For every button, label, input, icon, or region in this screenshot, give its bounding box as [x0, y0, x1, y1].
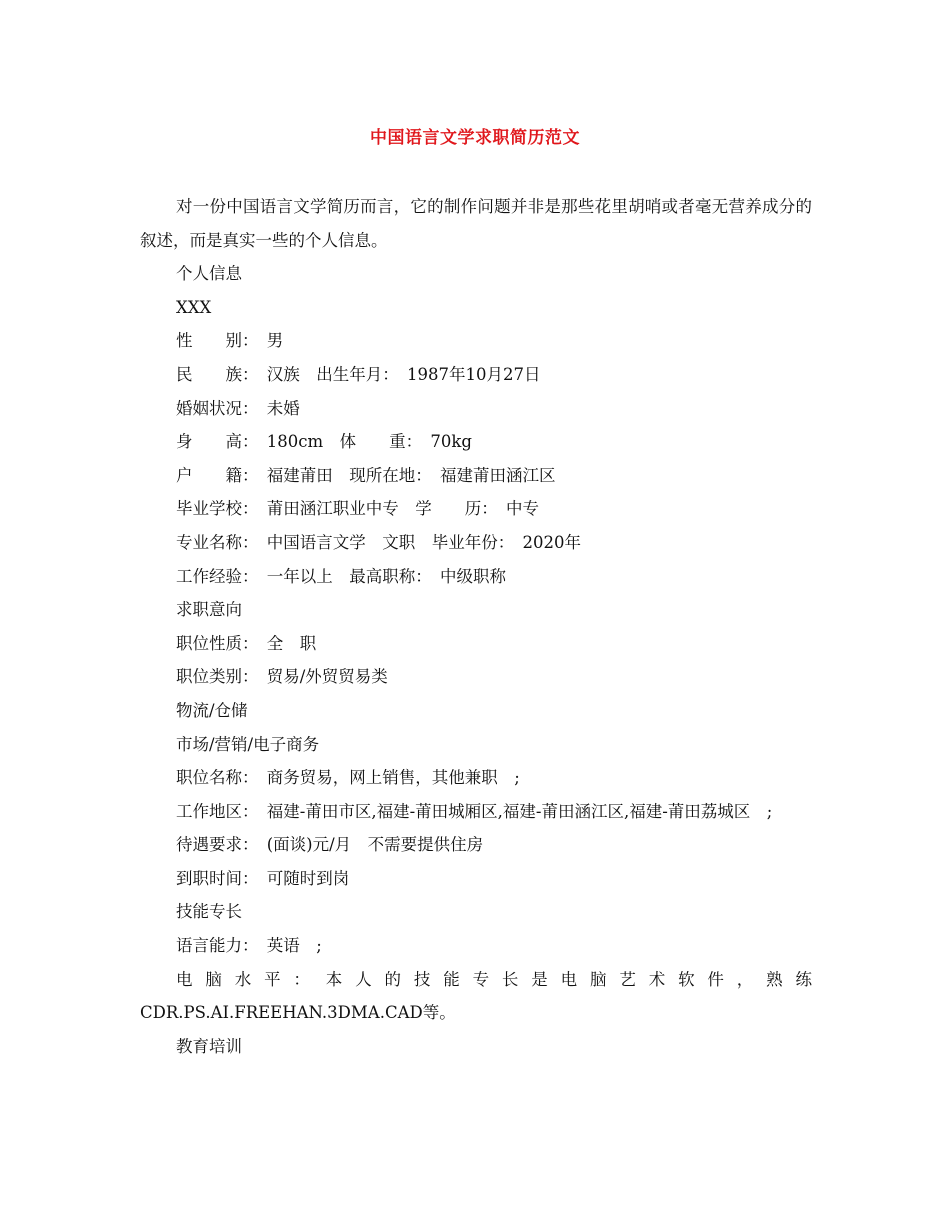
- gender-line: 性 别： 男: [176, 331, 284, 351]
- name-line: XXX: [176, 297, 212, 317]
- computer-skill-line: 电 脑 水 平 ： 本 人 的 技 能 专 长 是 电 脑 艺 术 软 件 ， 熟 练 CDR.PS.AI.FREEHAN.3DMA.CAD等。: [140, 969, 812, 1023]
- section-heading-skills: 技能专长: [176, 902, 242, 922]
- job-title-line: 职位名称： 商务贸易，网上销售，其他兼职 ;: [176, 768, 520, 788]
- section-heading-education: 教育培训: [176, 1036, 242, 1056]
- document-body: [140, 190, 812, 1063]
- section-heading-personal-info: 个人信息: [176, 264, 242, 284]
- document-title: 中国语言文学求职简历范文: [370, 128, 580, 148]
- ethnicity-birthdate-line: 民 族： 汉族 出生年月： 1987年10月27日: [176, 364, 541, 384]
- job-nature-line: 职位性质： 全 职: [176, 633, 317, 653]
- intro-paragraph: 对一份中国语言文学简历而言，它的制作问题并非是那些花里胡哨或者毫无营养成分的叙述，而是真实一些的个人信息。: [140, 197, 812, 250]
- marital-status-line: 婚姻状况： 未婚: [176, 398, 300, 418]
- salary-line: 待遇要求： (面谈)元/月 不需要提供住房: [176, 835, 484, 855]
- height-weight-line: 身 高： 180cm 体 重： 70kg: [176, 432, 472, 452]
- school-education-line: 毕业学校： 莆田涵江职业中专 学 历： 中专: [176, 499, 539, 519]
- job-category-line: 职位类别： 贸易/外贸贸易类: [176, 667, 388, 687]
- experience-title-line: 工作经验： 一年以上 最高职称： 中级职称: [176, 566, 506, 586]
- job-category-line-3: 市场/营销/电子商务: [176, 734, 320, 754]
- residence-line: 户 籍： 福建莆田 现所在地： 福建莆田涵江区: [176, 465, 556, 485]
- language-skill-line: 语言能力： 英语 ;: [176, 936, 322, 956]
- job-category-line-2: 物流/仓储: [176, 700, 248, 720]
- start-time-line: 到职时间： 可随时到岗: [176, 868, 350, 888]
- section-heading-job-intent: 求职意向: [176, 600, 242, 620]
- major-graduation-line: 专业名称： 中国语言文学 文职 毕业年份： 2020年: [176, 532, 581, 552]
- work-region-line: 工作地区： 福建-莆田市区,福建-莆田城厢区,福建-莆田涵江区,福建-莆田荔城区 ;: [176, 801, 773, 821]
